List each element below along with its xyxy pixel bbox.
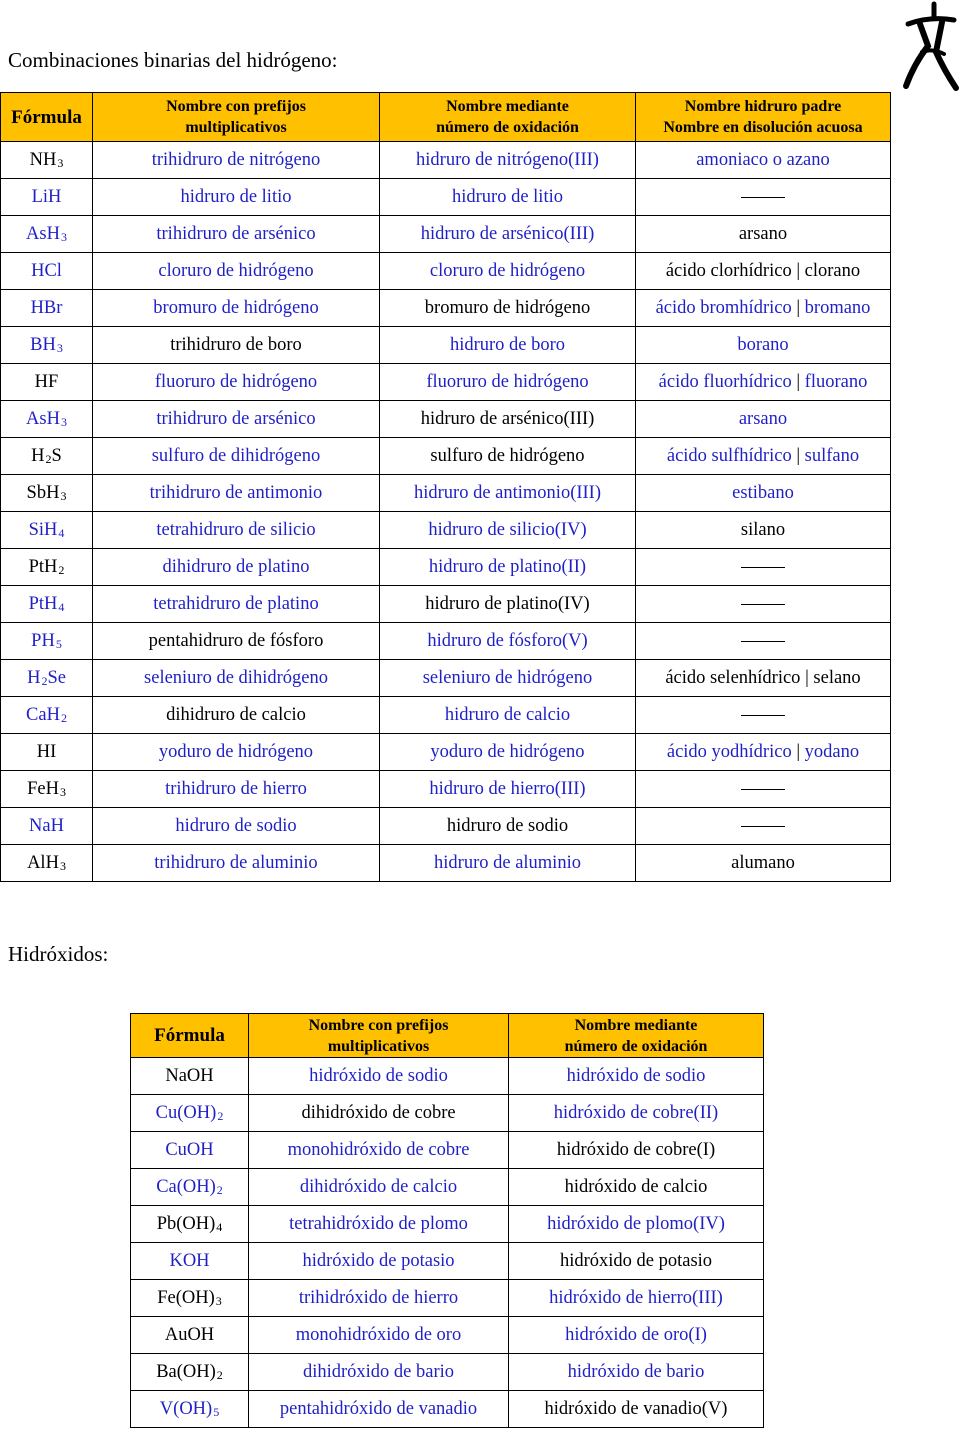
oxidation-name-cell: hidruro de boro (380, 327, 636, 364)
formula-cell: $H_2Se$ (1, 660, 93, 697)
formula-cell: NaH (1, 808, 93, 845)
prefix-name-cell: monohidróxido de cobre (249, 1132, 509, 1169)
hydride-name-cell: ácido fluorhídrico | fluorano (636, 364, 891, 401)
formula-cell: NaOH (131, 1058, 249, 1095)
prefix-name-cell: tetrahidruro de platino (93, 586, 380, 623)
prefix-name-cell: trihidruro de boro (93, 327, 380, 364)
formula-cell: $NH_3$ (1, 142, 93, 179)
formula-cell: LiH (1, 179, 93, 216)
formula-cell: $Cu(OH)_2$ (131, 1095, 249, 1132)
oxidation-name-cell: hidruro de litio (380, 179, 636, 216)
table-row (1, 327, 891, 364)
oxidation-name-cell: hidróxido de bario (509, 1354, 764, 1391)
hydride-name-cell: arsano (636, 401, 891, 438)
table-row (1, 734, 891, 771)
table-header-row (131, 1014, 764, 1058)
section-title-hydrogen: Combinaciones binarias del hidrógeno: (8, 48, 338, 72)
oxidation-name-cell: seleniuro de hidrógeno (380, 660, 636, 697)
oxidation-name-cell: hidruro de nitrógeno(III) (380, 142, 636, 179)
formula-cell: AsH$_3$ (1, 401, 93, 438)
table-row (131, 1354, 764, 1391)
hydride-name-cell: silano (636, 512, 891, 549)
table-row (1, 364, 891, 401)
table-row (1, 660, 891, 697)
table-row (131, 1317, 764, 1354)
hydride-name-cell: ácido clorhídrico | clorano (636, 253, 891, 290)
formula-cell: CuOH (131, 1132, 249, 1169)
prefix-name-cell: yoduro de hidrógeno (93, 734, 380, 771)
hydride-name-cell: ácido selenhídrico | selano (636, 660, 891, 697)
empty-dash (741, 567, 785, 568)
oxidation-name-cell: hidruro de calcio (380, 697, 636, 734)
formula-cell: $Ca(OH)_2$ (131, 1169, 249, 1206)
formula-cell: $Ba(OH)_2$ (131, 1354, 249, 1391)
formula-cell: HF (1, 364, 93, 401)
formula-cell: PtH$_4$ (1, 586, 93, 623)
formula-cell: $BH_3$ (1, 327, 93, 364)
separator-bar: | (796, 297, 801, 318)
empty-dash (741, 789, 785, 790)
header-oxidation-name: Nombre mediante número de oxidación (509, 1014, 764, 1058)
hydride-name-cell (636, 808, 891, 845)
oxidation-name-cell: hidruro de arsénico(III) (380, 216, 636, 253)
table-row (1, 623, 891, 660)
oxidation-name-cell: hidróxido de plomo(IV) (509, 1206, 764, 1243)
hydride-name-cell (636, 697, 891, 734)
separator-bar: | (796, 260, 801, 281)
oxidation-name-cell: hidruro de hierro(III) (380, 771, 636, 808)
oxidation-name-cell: hidruro de antimonio(III) (380, 475, 636, 512)
hydride-name-cell (636, 179, 891, 216)
empty-dash (741, 641, 785, 642)
oxidation-name-cell: hidruro de aluminio (380, 845, 636, 882)
table-row (1, 845, 891, 882)
table-row (131, 1280, 764, 1317)
prefix-name-cell: monohidróxido de oro (249, 1317, 509, 1354)
table-header-row (1, 93, 891, 142)
prefix-name-cell: hidróxido de potasio (249, 1243, 509, 1280)
empty-dash (741, 197, 785, 198)
prefix-name-cell: pentahidróxido de vanadio (249, 1391, 509, 1428)
hydride-name-cell: borano (636, 327, 891, 364)
formula-cell: HBr (1, 290, 93, 327)
hydride-name-cell: amoniaco o azano (636, 142, 891, 179)
header-formula: Fórmula (131, 1014, 249, 1058)
table-row (1, 438, 891, 475)
table-row (131, 1391, 764, 1428)
hydrogen-binary-table (0, 92, 891, 882)
prefix-name-cell: trihidruro de nitrógeno (93, 142, 380, 179)
prefix-name-cell: trihidruro de aluminio (93, 845, 380, 882)
table-row (1, 216, 891, 253)
empty-dash (741, 604, 785, 605)
separator-bar: | (796, 371, 801, 392)
oxidation-name-cell: hidróxido de cobre(I) (509, 1132, 764, 1169)
hydride-name-cell: alumano (636, 845, 891, 882)
formula-cell: AuOH (131, 1317, 249, 1354)
oxidation-name-cell: hidróxido de vanadio(V) (509, 1391, 764, 1428)
table-row (1, 142, 891, 179)
prefix-name-cell: tetrahidróxido de plomo (249, 1206, 509, 1243)
calligraphy-logo-icon (900, 0, 960, 94)
formula-cell: $V(OH)_5$ (131, 1391, 249, 1428)
prefix-name-cell: trihidruro de arsénico (93, 401, 380, 438)
empty-dash (741, 715, 785, 716)
prefix-name-cell: dihidróxido de bario (249, 1354, 509, 1391)
oxidation-name-cell: hidróxido de oro(I) (509, 1317, 764, 1354)
formula-cell: $Pb(OH)_4$ (131, 1206, 249, 1243)
oxidation-name-cell: yoduro de hidrógeno (380, 734, 636, 771)
hydroxides-table (130, 1013, 764, 1428)
oxidation-name-cell: hidruro de silicio(IV) (380, 512, 636, 549)
empty-dash (741, 826, 785, 827)
formula-cell: KOH (131, 1243, 249, 1280)
formula-cell: PtH$_2$ (1, 549, 93, 586)
table-row (131, 1206, 764, 1243)
hydride-name-cell: ácido bromhídrico | bromano (636, 290, 891, 327)
formula-cell: AsH$_3$ (1, 216, 93, 253)
table-row (1, 401, 891, 438)
header-hydride-name: Nombre hidruro padre Nombre en disolución acuosa (636, 93, 891, 142)
hydride-name-cell (636, 771, 891, 808)
formula-cell: HI (1, 734, 93, 771)
oxidation-name-cell: hidróxido de cobre(II) (509, 1095, 764, 1132)
oxidation-name-cell: hidróxido de sodio (509, 1058, 764, 1095)
table-row (1, 771, 891, 808)
table-row (1, 586, 891, 623)
prefix-name-cell: trihidruro de antimonio (93, 475, 380, 512)
oxidation-name-cell: hidróxido de calcio (509, 1169, 764, 1206)
hydride-name-cell: arsano (636, 216, 891, 253)
prefix-name-cell: dihidruro de calcio (93, 697, 380, 734)
header-oxidation-name: Nombre mediante número de oxidación (380, 93, 636, 142)
header-prefix-name: Nombre con prefijos multiplicativos (93, 93, 380, 142)
oxidation-name-cell: hidróxido de potasio (509, 1243, 764, 1280)
prefix-name-cell: dihidruro de platino (93, 549, 380, 586)
prefix-name-cell: bromuro de hidrógeno (93, 290, 380, 327)
separator-bar: | (796, 741, 801, 762)
formula-cell: FeH$_3$ (1, 771, 93, 808)
hydride-name-cell: ácido sulfhídrico | sulfano (636, 438, 891, 475)
oxidation-name-cell: sulfuro de hidrógeno (380, 438, 636, 475)
formula-cell: $Fe(OH)_3$ (131, 1280, 249, 1317)
prefix-name-cell: seleniuro de dihidrógeno (93, 660, 380, 697)
hydride-name-cell: ácido yodhídrico | yodano (636, 734, 891, 771)
hydride-name-cell (636, 623, 891, 660)
prefix-name-cell: dihidróxido de cobre (249, 1095, 509, 1132)
formula-cell: AlH$_3$ (1, 845, 93, 882)
table-row (131, 1132, 764, 1169)
table-row (1, 697, 891, 734)
prefix-name-cell: hidruro de litio (93, 179, 380, 216)
header-formula: Fórmula (1, 93, 93, 142)
header-prefix-name: Nombre con prefijos multiplicativos (249, 1014, 509, 1058)
hydride-name-cell (636, 586, 891, 623)
table-row (1, 549, 891, 586)
prefix-name-cell: pentahidruro de fósforo (93, 623, 380, 660)
formula-cell: SiH$_4$ (1, 512, 93, 549)
oxidation-name-cell: hidruro de arsénico(III) (380, 401, 636, 438)
oxidation-name-cell: hidruro de fósforo(V) (380, 623, 636, 660)
formula-cell: HCl (1, 253, 93, 290)
oxidation-name-cell: fluoruro de hidrógeno (380, 364, 636, 401)
table-row (131, 1095, 764, 1132)
prefix-name-cell: hidróxido de sodio (249, 1058, 509, 1095)
prefix-name-cell: fluoruro de hidrógeno (93, 364, 380, 401)
separator-bar: | (805, 667, 809, 688)
prefix-name-cell: hidruro de sodio (93, 808, 380, 845)
prefix-name-cell: sulfuro de dihidrógeno (93, 438, 380, 475)
prefix-name-cell: trihidruro de hierro (93, 771, 380, 808)
table-row (131, 1243, 764, 1280)
formula-cell: $H_2S$ (1, 438, 93, 475)
oxidation-name-cell: hidróxido de hierro(III) (509, 1280, 764, 1317)
table-row (1, 253, 891, 290)
table-row (1, 179, 891, 216)
prefix-name-cell: cloruro de hidrógeno (93, 253, 380, 290)
table-row (1, 290, 891, 327)
hydride-name-cell (636, 549, 891, 586)
formula-cell: $PH_5$ (1, 623, 93, 660)
formula-cell: SbH$_3$ (1, 475, 93, 512)
prefix-name-cell: tetrahidruro de silicio (93, 512, 380, 549)
table-row (1, 808, 891, 845)
oxidation-name-cell: hidruro de sodio (380, 808, 636, 845)
table-row (1, 512, 891, 549)
oxidation-name-cell: hidruro de platino(II) (380, 549, 636, 586)
prefix-name-cell: trihidróxido de hierro (249, 1280, 509, 1317)
prefix-name-cell: dihidróxido de calcio (249, 1169, 509, 1206)
section-title-hydroxides: Hidróxidos: (8, 942, 109, 966)
table-row (1, 475, 891, 512)
oxidation-name-cell: hidruro de platino(IV) (380, 586, 636, 623)
formula-cell: CaH$_2$ (1, 697, 93, 734)
table-row (131, 1058, 764, 1095)
table-row (131, 1169, 764, 1206)
hydride-name-cell: estibano (636, 475, 891, 512)
prefix-name-cell: trihidruro de arsénico (93, 216, 380, 253)
separator-bar: | (796, 445, 801, 466)
oxidation-name-cell: cloruro de hidrógeno (380, 253, 636, 290)
oxidation-name-cell: bromuro de hidrógeno (380, 290, 636, 327)
